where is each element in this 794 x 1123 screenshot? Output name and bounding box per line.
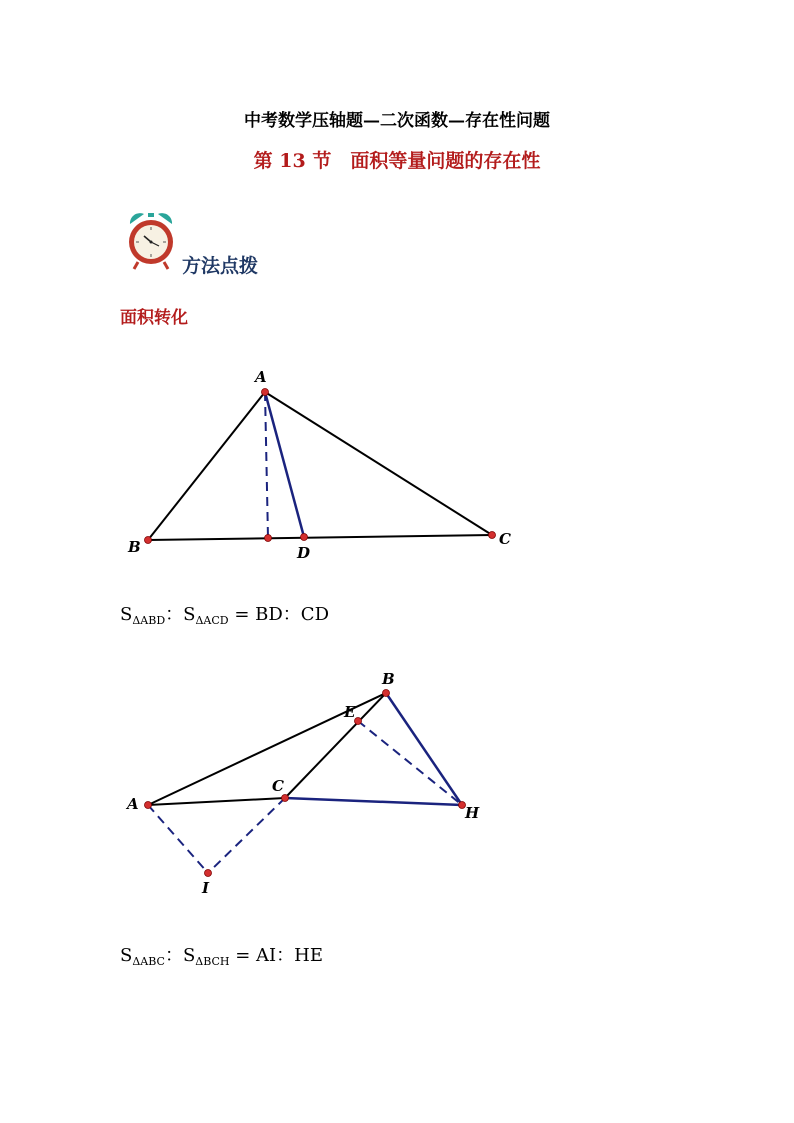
segment-bh	[386, 693, 462, 805]
point-foot	[265, 535, 272, 542]
segment-ac	[265, 392, 492, 535]
point-b	[383, 690, 390, 697]
triangle-figure-abd-acd	[110, 360, 530, 570]
height-he-dashed	[358, 721, 462, 805]
segment-ch	[285, 798, 462, 805]
label-h: H	[465, 804, 480, 822]
area-ratio-formula-1: $S_{\Delta ABD}$：$S_{\Delta ACD}$ = BD：CD	[120, 604, 329, 627]
label-d: D	[297, 544, 311, 562]
label-b: B	[382, 670, 395, 688]
extension-ci-dashed	[208, 798, 285, 873]
segment-bc	[148, 535, 492, 540]
section-heading: 面积转化	[120, 308, 188, 328]
triangle-figure-abc-bch	[110, 665, 500, 900]
label-c: C	[499, 530, 511, 548]
document-title: 中考数学压轴题—二次函数—存在性问题	[244, 111, 550, 131]
alarm-clock-icon	[124, 210, 178, 272]
point-a	[262, 389, 269, 396]
segment-ab	[148, 392, 265, 540]
method-heading: 方法点拨	[182, 255, 259, 277]
point-b	[145, 537, 152, 544]
label-i: I	[202, 879, 210, 897]
point-e	[355, 718, 362, 725]
height-ai-dashed	[148, 805, 208, 873]
label-a: A	[255, 368, 267, 386]
label-a: A	[127, 795, 139, 813]
area-ratio-formula-2: $S_{\Delta ABC}$：$S_{\Delta BCH}$ = AI：HE	[120, 945, 324, 968]
point-d	[301, 534, 308, 541]
label-c: C	[272, 777, 284, 795]
label-b: B	[128, 538, 141, 556]
label-e: E	[344, 703, 356, 721]
point-c	[489, 532, 496, 539]
altitude-dashed	[265, 392, 268, 538]
segment-cb	[285, 693, 386, 798]
point-a	[145, 802, 152, 809]
point-c	[282, 795, 289, 802]
point-i	[205, 870, 212, 877]
segment-ac	[148, 798, 285, 805]
section-subtitle: 第 13 节 面积等量问题的存在性	[253, 150, 541, 172]
